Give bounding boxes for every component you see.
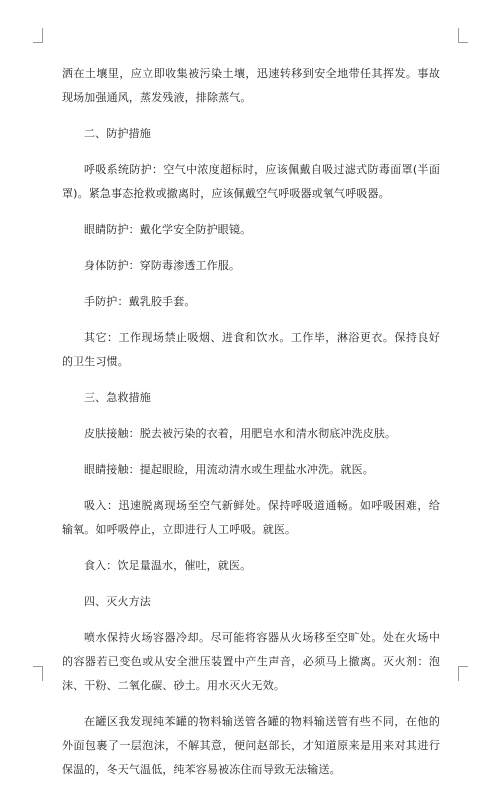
heading-protection-measures: 二、防护措施	[84, 127, 151, 140]
paragraph-eye-contact: 眼睛接触：提起眼睑，用流动清水或生理盐水冲洗。就医。	[84, 463, 374, 476]
paragraph-tank-area-observation: 在罐区我发现纯苯罐的物料输送管各罐的物料输送管有些不同，在他的外面包裹了一层泡沫，不解其意，便问赵部长，才知道原来是用来对其进行保温的，冬天气温低，纯苯容易被冻住而导致无法输送。	[62, 715, 440, 776]
paragraph-respiratory-protection: 呼吸系统防护：空气中浓度超标时，应该佩戴自吸过滤式防毒面罩(半面罩)。紧急事态抢救或撤离时，应该佩戴空气呼吸器或氧气呼吸器。	[62, 163, 440, 200]
paragraph-skin-contact: 皮肤接触：脱去被污染的衣着，用肥皂水和清水彻底冲洗皮肤。	[84, 427, 397, 440]
paragraph-other-protection: 其它：工作现场禁止吸烟、进食和饮水。工作毕，淋浴更衣。保持良好的卫生习惯。	[62, 331, 440, 368]
crop-mark-bottom-left	[33, 666, 43, 681]
crop-mark-top-right	[458, 28, 468, 43]
paragraph-leak-continuation: 洒在土壤里，应立即收集被污染土壤，迅速转移到安全地带任其挥发。事故现场加强通风，蒸发残液，排除蒸气。	[62, 67, 440, 104]
crop-mark-bottom-right	[458, 666, 468, 681]
paragraph-body-protection: 身体防护：穿防毒渗透工作服。	[84, 259, 241, 272]
heading-fire-fighting: 四、灭火方法	[84, 595, 151, 608]
paragraph-hand-protection: 手防护：戴乳胶手套。	[84, 295, 196, 308]
crop-mark-top-left	[33, 28, 43, 43]
paragraph-ingestion: 食入：饮足量温水，催吐，就医。	[84, 559, 252, 572]
paragraph-inhalation: 吸入：迅速脱离现场至空气新鲜处。保持呼吸道通畅。如呼吸困难，给输氧。如呼吸停止，立即进行人工呼吸。就医。	[62, 499, 440, 536]
heading-first-aid: 三、急救措施	[84, 391, 151, 404]
paragraph-eye-protection: 眼睛防护：戴化学安全防护眼镜。	[84, 223, 252, 236]
paragraph-fire-fighting-method: 喷水保持火场容器冷却。尽可能将容器从火场移至空旷处。处在火场中的容器若已变色或从安全泄压装置中产生声音，必须马上撤离。灭火剂：泡沫、干粉、二氧化碳、砂土。用水灭火无效。	[62, 631, 440, 692]
document-body	[62, 62, 440, 794]
